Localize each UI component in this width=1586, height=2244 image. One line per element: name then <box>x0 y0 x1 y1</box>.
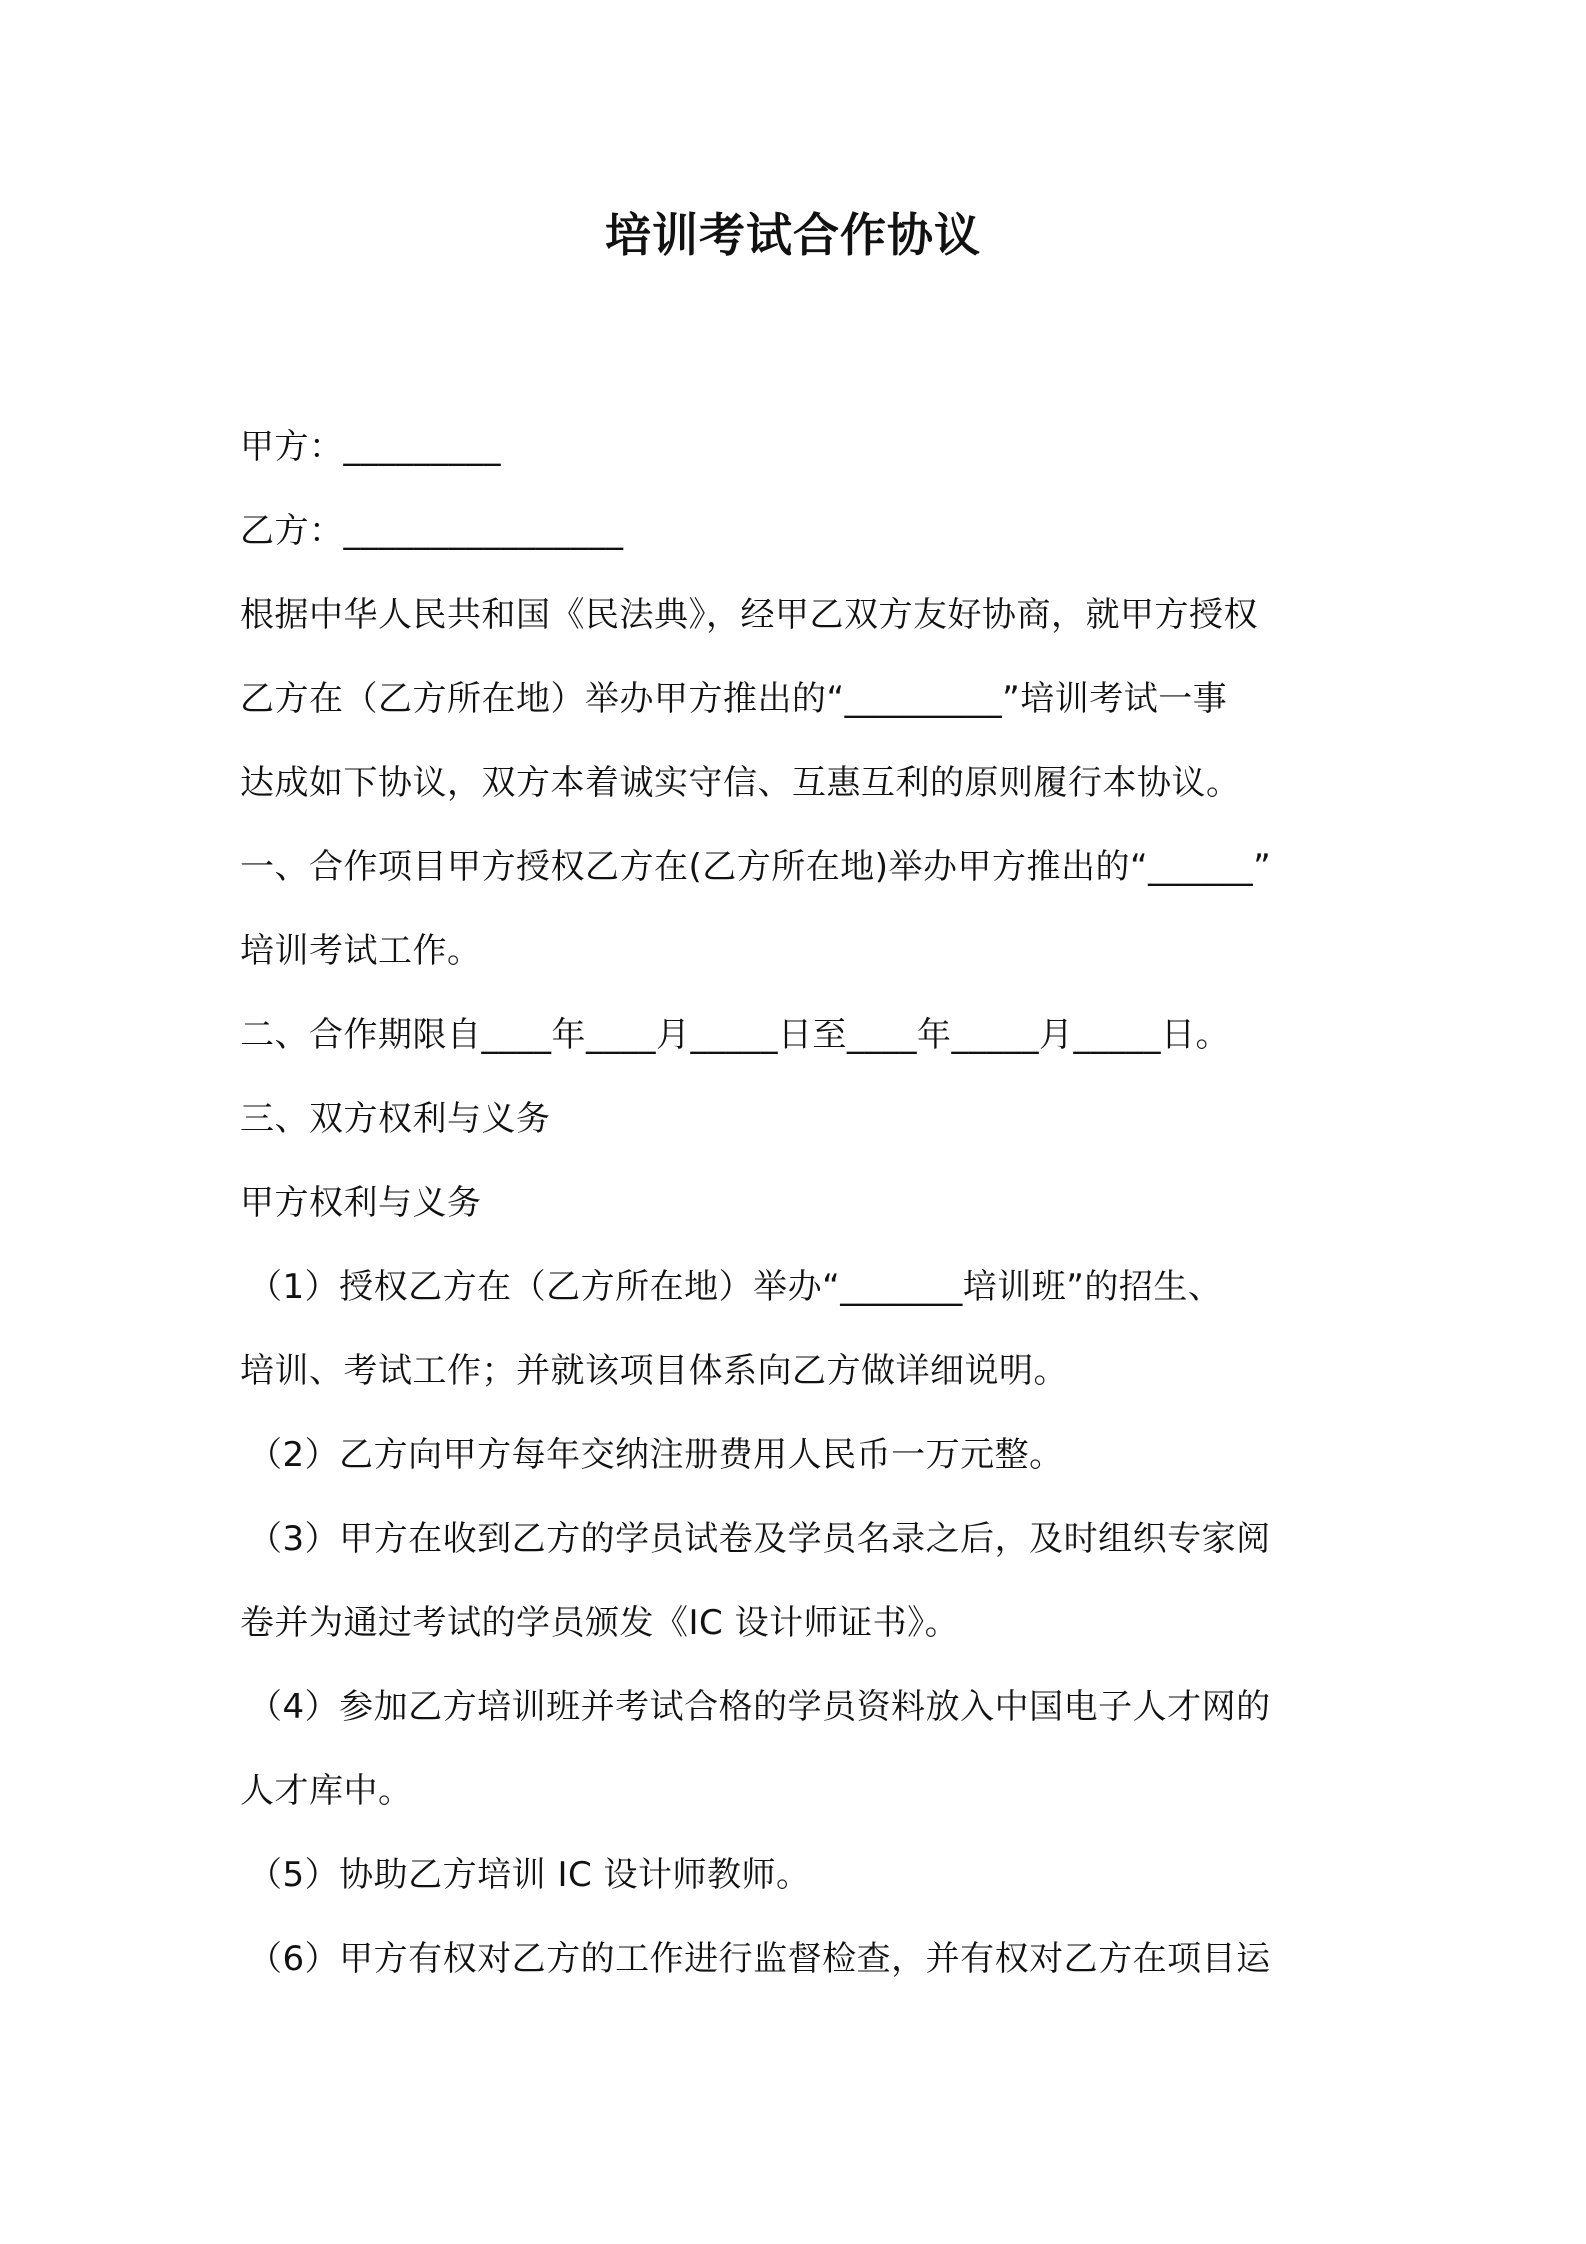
party-a-rights-heading: 甲方权利与义务 <box>240 1183 482 1223</box>
preamble-line-1: 根据中华人民共和国《民法典》，经甲乙双方友好协商，就甲方授权 <box>240 595 1258 635</box>
preamble-line-2: 乙方在（乙方所在地）举办甲方推出的“_________”培训考试一事 <box>240 679 1228 719</box>
section-1-line-2: 培训考试工作。 <box>240 931 482 971</box>
clause-4-line-1: （4）参加乙方培训班并考试合格的学员资料放入中国电子人才网的 <box>248 1687 1271 1727</box>
clause-4-line-2: 人才库中。 <box>240 1771 413 1811</box>
clause-3-line-1: （3）甲方在收到乙方的学员试卷及学员名录之后，及时组织专家阅 <box>248 1519 1271 1559</box>
clause-1-line-1: （1）授权乙方在（乙方所在地）举办“_______培训班”的招生、 <box>248 1267 1223 1307</box>
clause-1-line-2: 培训、考试工作；并就该项目体系向乙方做详细说明。 <box>240 1351 1068 1391</box>
preamble-line-3: 达成如下协议，双方本着诚实守信、互惠互利的原则履行本协议。 <box>240 763 1241 803</box>
document-body <box>240 405 1360 2001</box>
section-2-line: 二、合作期限自____年____月_____日至____年_____月_____日。 <box>240 1015 1230 1055</box>
clause-2-line: （2）乙方向甲方每年交纳注册费用人民币一万元整。 <box>248 1435 1064 1475</box>
clause-3-line-2: 卷并为通过考试的学员颁发《IC 设计师证书》。 <box>240 1603 960 1643</box>
section-3-heading: 三、双方权利与义务 <box>240 1099 551 1139</box>
party-b-line: 乙方：________________ <box>240 511 624 551</box>
clause-5-line: （5）协助乙方培训 IC 设计师教师。 <box>248 1855 811 1895</box>
document-title: 培训考试合作协议 <box>605 208 981 262</box>
party-a-line: 甲方：_________ <box>240 427 501 467</box>
section-1-line-1: 一、合作项目甲方授权乙方在(乙方所在地)举办甲方推出的“______” <box>240 847 1272 887</box>
clause-6-line-1: （6）甲方有权对乙方的工作进行监督检查，并有权对乙方在项目运 <box>248 1939 1271 1979</box>
